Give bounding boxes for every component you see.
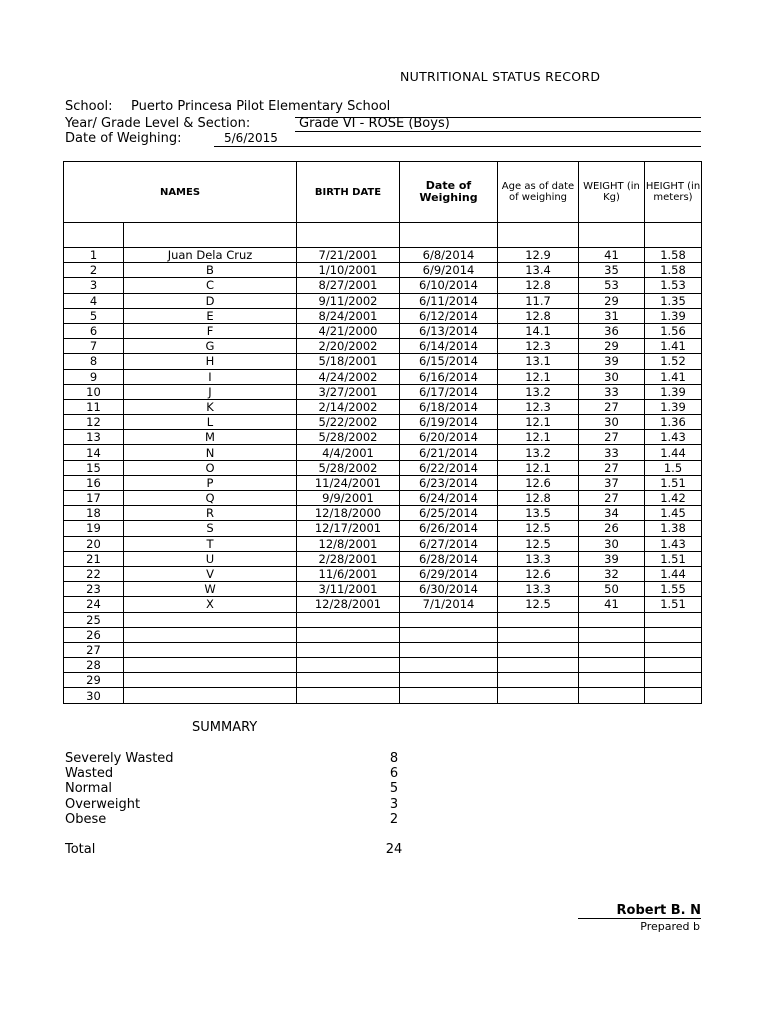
row-number-cell: 19 bbox=[64, 521, 124, 536]
row-number-cell: 28 bbox=[64, 658, 124, 673]
height-cell: 1.51 bbox=[645, 551, 702, 566]
weight-cell bbox=[579, 642, 645, 657]
weight-cell bbox=[579, 612, 645, 627]
document-title: NUTRITIONAL STATUS RECORD bbox=[400, 69, 601, 84]
name-cell: T bbox=[124, 536, 297, 551]
birth-date-cell: 11/24/2001 bbox=[297, 475, 400, 490]
row-number-cell: 5 bbox=[64, 308, 124, 323]
weighing-date-cell: 6/30/2014 bbox=[400, 582, 498, 597]
table-row bbox=[64, 263, 702, 278]
summary-label-obese: Obese bbox=[65, 812, 107, 827]
table-row bbox=[64, 248, 702, 263]
blank-cell bbox=[498, 223, 579, 248]
row-number-cell: 6 bbox=[64, 323, 124, 338]
birth-date-header: BIRTH DATE bbox=[297, 162, 400, 223]
birth-date-cell: 8/27/2001 bbox=[297, 278, 400, 293]
height-cell: 1.45 bbox=[645, 506, 702, 521]
name-cell: K bbox=[124, 399, 297, 414]
weight-cell: 29 bbox=[579, 293, 645, 308]
summary-label-wasted: Wasted bbox=[65, 766, 114, 781]
row-number-cell: 10 bbox=[64, 384, 124, 399]
age-cell bbox=[498, 627, 579, 642]
weighing-date-cell: 6/19/2014 bbox=[400, 415, 498, 430]
table-row bbox=[64, 506, 702, 521]
weight-cell: 27 bbox=[579, 430, 645, 445]
height-cell: 1.5 bbox=[645, 460, 702, 475]
name-cell: O bbox=[124, 460, 297, 475]
weighing-date-cell bbox=[400, 658, 498, 673]
age-cell: 12.1 bbox=[498, 460, 579, 475]
birth-date-cell: 2/14/2002 bbox=[297, 399, 400, 414]
weighing-date-cell: 6/15/2014 bbox=[400, 354, 498, 369]
birth-date-cell: 5/18/2001 bbox=[297, 354, 400, 369]
height-cell: 1.41 bbox=[645, 369, 702, 384]
weight-cell: 30 bbox=[579, 369, 645, 384]
row-number-cell: 25 bbox=[64, 612, 124, 627]
weight-cell: 53 bbox=[579, 278, 645, 293]
birth-date-cell: 5/28/2002 bbox=[297, 430, 400, 445]
table-row bbox=[64, 323, 702, 338]
table-header-row bbox=[64, 162, 702, 223]
weighing-date-cell bbox=[400, 612, 498, 627]
birth-date-cell bbox=[297, 627, 400, 642]
age-cell: 12.8 bbox=[498, 308, 579, 323]
birth-date-cell: 2/28/2001 bbox=[297, 551, 400, 566]
table-row bbox=[64, 399, 702, 414]
birth-date-cell bbox=[297, 642, 400, 657]
table-row bbox=[64, 475, 702, 490]
table-row bbox=[64, 339, 702, 354]
row-number-cell: 7 bbox=[64, 339, 124, 354]
table-row bbox=[64, 415, 702, 430]
names-header: NAMES bbox=[64, 162, 297, 223]
age-cell: 13.2 bbox=[498, 384, 579, 399]
height-cell: 1.58 bbox=[645, 248, 702, 263]
birth-date-cell: 3/27/2001 bbox=[297, 384, 400, 399]
name-cell: P bbox=[124, 475, 297, 490]
table-row bbox=[64, 384, 702, 399]
age-cell: 12.8 bbox=[498, 278, 579, 293]
age-cell: 12.1 bbox=[498, 369, 579, 384]
row-number-cell: 16 bbox=[64, 475, 124, 490]
age-cell: 13.2 bbox=[498, 445, 579, 460]
weighing-date-cell bbox=[400, 642, 498, 657]
row-number-cell: 13 bbox=[64, 430, 124, 445]
row-number-cell: 22 bbox=[64, 566, 124, 581]
blank-cell bbox=[297, 223, 400, 248]
school-value: Puerto Princesa Pilot Elementary School bbox=[131, 99, 391, 114]
summary-title: SUMMARY bbox=[192, 720, 258, 735]
birth-date-cell: 11/6/2001 bbox=[297, 566, 400, 581]
row-number-cell: 4 bbox=[64, 293, 124, 308]
table-row bbox=[64, 445, 702, 460]
summary-label-normal: Normal bbox=[65, 781, 113, 796]
weight-cell: 31 bbox=[579, 308, 645, 323]
weighing-date-cell: 6/27/2014 bbox=[400, 536, 498, 551]
name-cell: B bbox=[124, 263, 297, 278]
weight-cell: 34 bbox=[579, 506, 645, 521]
age-cell bbox=[498, 658, 579, 673]
row-number-cell: 2 bbox=[64, 263, 124, 278]
birth-date-cell bbox=[297, 612, 400, 627]
height-header: HEIGHT (in meters) bbox=[645, 162, 702, 223]
age-cell: 12.6 bbox=[498, 475, 579, 490]
name-cell: H bbox=[124, 354, 297, 369]
blank-cell bbox=[64, 223, 124, 248]
birth-date-cell bbox=[297, 673, 400, 688]
weight-cell: 36 bbox=[579, 323, 645, 338]
weight-cell bbox=[579, 627, 645, 642]
birth-date-cell: 12/8/2001 bbox=[297, 536, 400, 551]
age-cell: 12.8 bbox=[498, 491, 579, 506]
weighing-date-cell: 6/28/2014 bbox=[400, 551, 498, 566]
summary-total-value: 24 bbox=[385, 842, 403, 857]
row-number-cell: 17 bbox=[64, 491, 124, 506]
age-cell bbox=[498, 612, 579, 627]
school-label: School: bbox=[65, 99, 113, 114]
table-row bbox=[64, 658, 702, 673]
row-number-cell: 29 bbox=[64, 673, 124, 688]
weight-cell: 39 bbox=[579, 354, 645, 369]
weighing-date-cell: 6/29/2014 bbox=[400, 566, 498, 581]
weighing-date-cell: 6/14/2014 bbox=[400, 339, 498, 354]
birth-date-cell: 4/4/2001 bbox=[297, 445, 400, 460]
year-label: Year/ Grade Level & Section: bbox=[65, 116, 251, 131]
height-cell bbox=[645, 612, 702, 627]
height-cell: 1.42 bbox=[645, 491, 702, 506]
birth-date-cell bbox=[297, 658, 400, 673]
row-number-cell: 30 bbox=[64, 688, 124, 703]
row-number-cell: 26 bbox=[64, 627, 124, 642]
age-cell: 12.5 bbox=[498, 521, 579, 536]
name-cell bbox=[124, 658, 297, 673]
summary-value-obese: 2 bbox=[389, 812, 399, 827]
name-cell: M bbox=[124, 430, 297, 445]
height-cell bbox=[645, 642, 702, 657]
name-cell: Juan Dela Cruz bbox=[124, 248, 297, 263]
height-cell bbox=[645, 673, 702, 688]
row-number-cell: 21 bbox=[64, 551, 124, 566]
birth-date-cell: 5/28/2002 bbox=[297, 460, 400, 475]
row-number-cell: 9 bbox=[64, 369, 124, 384]
height-cell bbox=[645, 627, 702, 642]
height-cell: 1.58 bbox=[645, 263, 702, 278]
weight-cell: 33 bbox=[579, 384, 645, 399]
name-cell: J bbox=[124, 384, 297, 399]
table-row bbox=[64, 597, 702, 612]
height-cell: 1.36 bbox=[645, 415, 702, 430]
height-cell: 1.44 bbox=[645, 445, 702, 460]
date-of-weighing-header: Date of Weighing bbox=[400, 162, 498, 223]
birth-date-cell: 5/22/2002 bbox=[297, 415, 400, 430]
name-cell: L bbox=[124, 415, 297, 430]
weighing-date-cell: 6/11/2014 bbox=[400, 293, 498, 308]
birth-date-cell: 8/24/2001 bbox=[297, 308, 400, 323]
age-cell bbox=[498, 673, 579, 688]
weighing-date-cell bbox=[400, 673, 498, 688]
name-cell bbox=[124, 673, 297, 688]
table-row bbox=[64, 582, 702, 597]
height-cell: 1.38 bbox=[645, 521, 702, 536]
age-cell: 14.1 bbox=[498, 323, 579, 338]
birth-date-cell: 9/11/2002 bbox=[297, 293, 400, 308]
table-row bbox=[64, 460, 702, 475]
birth-date-cell bbox=[297, 688, 400, 703]
height-cell: 1.39 bbox=[645, 384, 702, 399]
row-number-cell: 1 bbox=[64, 248, 124, 263]
date-value: 5/6/2015 bbox=[224, 131, 278, 145]
summary-value-severely-wasted: 8 bbox=[389, 751, 399, 766]
weight-cell: 39 bbox=[579, 551, 645, 566]
weighing-date-cell: 6/16/2014 bbox=[400, 369, 498, 384]
age-cell: 12.1 bbox=[498, 430, 579, 445]
weight-cell: 41 bbox=[579, 248, 645, 263]
table-row bbox=[64, 673, 702, 688]
row-number-cell: 15 bbox=[64, 460, 124, 475]
table-row bbox=[64, 491, 702, 506]
weight-cell: 27 bbox=[579, 399, 645, 414]
name-cell bbox=[124, 688, 297, 703]
weight-cell: 41 bbox=[579, 597, 645, 612]
height-cell: 1.43 bbox=[645, 430, 702, 445]
row-number-cell: 3 bbox=[64, 278, 124, 293]
age-header: Age as of date of weighing bbox=[498, 162, 579, 223]
weight-cell: 27 bbox=[579, 491, 645, 506]
row-number-cell: 14 bbox=[64, 445, 124, 460]
weight-cell: 32 bbox=[579, 566, 645, 581]
name-cell: E bbox=[124, 308, 297, 323]
age-cell: 12.1 bbox=[498, 415, 579, 430]
name-cell: R bbox=[124, 506, 297, 521]
row-number-cell: 12 bbox=[64, 415, 124, 430]
weighing-date-cell: 6/25/2014 bbox=[400, 506, 498, 521]
summary-total-label: Total bbox=[65, 842, 96, 857]
blank-cell bbox=[124, 223, 297, 248]
age-cell bbox=[498, 642, 579, 657]
table-row bbox=[64, 612, 702, 627]
birth-date-cell: 4/24/2002 bbox=[297, 369, 400, 384]
height-cell: 1.51 bbox=[645, 475, 702, 490]
weighing-date-cell: 6/21/2014 bbox=[400, 445, 498, 460]
weighing-date-cell: 6/20/2014 bbox=[400, 430, 498, 445]
name-cell: U bbox=[124, 551, 297, 566]
birth-date-cell: 2/20/2002 bbox=[297, 339, 400, 354]
age-cell: 12.5 bbox=[498, 597, 579, 612]
height-cell bbox=[645, 658, 702, 673]
height-cell bbox=[645, 688, 702, 703]
year-underline bbox=[295, 131, 701, 132]
table-subheader-row bbox=[64, 223, 702, 248]
birth-date-cell: 3/11/2001 bbox=[297, 582, 400, 597]
row-number-cell: 18 bbox=[64, 506, 124, 521]
age-cell: 12.6 bbox=[498, 566, 579, 581]
weight-cell: 26 bbox=[579, 521, 645, 536]
blank-cell bbox=[645, 223, 702, 248]
age-cell: 12.5 bbox=[498, 536, 579, 551]
weight-cell: 27 bbox=[579, 460, 645, 475]
age-cell: 13.4 bbox=[498, 263, 579, 278]
age-cell: 13.5 bbox=[498, 506, 579, 521]
weighing-date-cell: 6/24/2014 bbox=[400, 491, 498, 506]
table-body bbox=[64, 248, 702, 704]
name-cell: S bbox=[124, 521, 297, 536]
weight-cell: 33 bbox=[579, 445, 645, 460]
table-row bbox=[64, 627, 702, 642]
birth-date-cell: 9/9/2001 bbox=[297, 491, 400, 506]
height-cell: 1.35 bbox=[645, 293, 702, 308]
name-cell: W bbox=[124, 582, 297, 597]
weighing-date-cell: 6/13/2014 bbox=[400, 323, 498, 338]
name-cell bbox=[124, 642, 297, 657]
weighing-date-cell: 6/9/2014 bbox=[400, 263, 498, 278]
name-cell: N bbox=[124, 445, 297, 460]
weight-cell: 35 bbox=[579, 263, 645, 278]
birth-date-cell: 4/21/2000 bbox=[297, 323, 400, 338]
name-cell bbox=[124, 627, 297, 642]
blank-cell bbox=[579, 223, 645, 248]
age-cell: 12.3 bbox=[498, 399, 579, 414]
weighing-date-cell: 6/10/2014 bbox=[400, 278, 498, 293]
age-cell: 12.9 bbox=[498, 248, 579, 263]
weighing-date-cell: 6/12/2014 bbox=[400, 308, 498, 323]
height-cell: 1.51 bbox=[645, 597, 702, 612]
name-cell: V bbox=[124, 566, 297, 581]
height-cell: 1.43 bbox=[645, 536, 702, 551]
weighing-date-cell: 7/1/2014 bbox=[400, 597, 498, 612]
weighing-date-cell: 6/17/2014 bbox=[400, 384, 498, 399]
table-row bbox=[64, 430, 702, 445]
table-row bbox=[64, 688, 702, 703]
year-value: Grade VI - ROSE (Boys) bbox=[299, 116, 450, 131]
name-cell: X bbox=[124, 597, 297, 612]
age-cell: 13.1 bbox=[498, 354, 579, 369]
weight-cell: 37 bbox=[579, 475, 645, 490]
birth-date-cell: 12/28/2001 bbox=[297, 597, 400, 612]
height-cell: 1.39 bbox=[645, 399, 702, 414]
height-cell: 1.39 bbox=[645, 308, 702, 323]
name-cell: I bbox=[124, 369, 297, 384]
name-cell: F bbox=[124, 323, 297, 338]
birth-date-cell: 12/18/2000 bbox=[297, 506, 400, 521]
weighing-date-cell: 6/26/2014 bbox=[400, 521, 498, 536]
weight-cell bbox=[579, 673, 645, 688]
weight-cell bbox=[579, 688, 645, 703]
name-cell: Q bbox=[124, 491, 297, 506]
weighing-date-cell: 6/23/2014 bbox=[400, 475, 498, 490]
height-cell: 1.55 bbox=[645, 582, 702, 597]
weighing-date-cell: 6/18/2014 bbox=[400, 399, 498, 414]
table-row bbox=[64, 354, 702, 369]
signature-line bbox=[578, 918, 701, 919]
preparer-role: Prepared b bbox=[640, 920, 700, 933]
weighing-date-cell: 6/22/2014 bbox=[400, 460, 498, 475]
row-number-cell: 20 bbox=[64, 536, 124, 551]
blank-cell bbox=[400, 223, 498, 248]
row-number-cell: 27 bbox=[64, 642, 124, 657]
weight-cell: 50 bbox=[579, 582, 645, 597]
table-row bbox=[64, 521, 702, 536]
age-cell: 13.3 bbox=[498, 551, 579, 566]
table-row bbox=[64, 536, 702, 551]
row-number-cell: 23 bbox=[64, 582, 124, 597]
birth-date-cell: 1/10/2001 bbox=[297, 263, 400, 278]
name-cell: D bbox=[124, 293, 297, 308]
weight-header: WEIGHT (in Kg) bbox=[579, 162, 645, 223]
birth-date-cell: 7/21/2001 bbox=[297, 248, 400, 263]
row-number-cell: 24 bbox=[64, 597, 124, 612]
birth-date-cell: 12/17/2001 bbox=[297, 521, 400, 536]
height-cell: 1.41 bbox=[645, 339, 702, 354]
name-cell: G bbox=[124, 339, 297, 354]
age-cell: 11.7 bbox=[498, 293, 579, 308]
row-number-cell: 8 bbox=[64, 354, 124, 369]
weight-cell: 30 bbox=[579, 536, 645, 551]
weight-cell: 29 bbox=[579, 339, 645, 354]
height-cell: 1.44 bbox=[645, 566, 702, 581]
date-label: Date of Weighing: bbox=[65, 131, 182, 146]
summary-label-severely-wasted: Severely Wasted bbox=[65, 751, 174, 766]
summary-label-overweight: Overweight bbox=[65, 797, 141, 812]
weighing-date-cell bbox=[400, 627, 498, 642]
table-row bbox=[64, 278, 702, 293]
name-cell bbox=[124, 612, 297, 627]
age-cell: 13.3 bbox=[498, 582, 579, 597]
table-row bbox=[64, 293, 702, 308]
name-cell: C bbox=[124, 278, 297, 293]
weighing-date-cell: 6/8/2014 bbox=[400, 248, 498, 263]
weighing-date-cell bbox=[400, 688, 498, 703]
table-row bbox=[64, 369, 702, 384]
row-number-cell: 11 bbox=[64, 399, 124, 414]
height-cell: 1.52 bbox=[645, 354, 702, 369]
height-cell: 1.53 bbox=[645, 278, 702, 293]
nutrition-record-table bbox=[63, 161, 702, 704]
age-cell bbox=[498, 688, 579, 703]
preparer-name: Robert B. N bbox=[616, 903, 701, 918]
table-row bbox=[64, 308, 702, 323]
table-row bbox=[64, 642, 702, 657]
weight-cell bbox=[579, 658, 645, 673]
summary-value-wasted: 6 bbox=[389, 766, 399, 781]
summary-value-normal: 5 bbox=[389, 781, 399, 796]
date-underline bbox=[214, 146, 701, 147]
weight-cell: 30 bbox=[579, 415, 645, 430]
height-cell: 1.56 bbox=[645, 323, 702, 338]
age-cell: 12.3 bbox=[498, 339, 579, 354]
table-row bbox=[64, 566, 702, 581]
summary-value-overweight: 3 bbox=[389, 797, 399, 812]
table-row bbox=[64, 551, 702, 566]
